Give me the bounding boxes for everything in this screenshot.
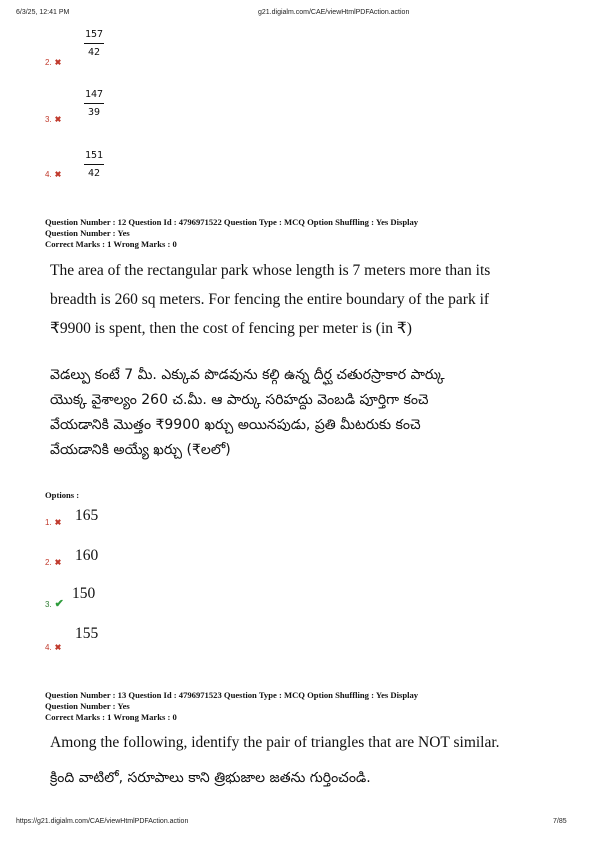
question-text-line: యొక్క వైశాల్యం 260 చ.మీ. ఆ పార్కు సరిహద్దు వెంబడి పూర్తిగా కంచె <box>50 392 429 408</box>
question-text-line: The area of the rectangular park whose length is 7 meters more than its <box>50 262 491 279</box>
option-number: 3. ✔ <box>45 598 64 610</box>
question-text-line: వేయడానికి అయ్యే ఖర్చు (₹లలో) <box>50 442 231 458</box>
question-13-meta <box>45 690 418 723</box>
fraction-option-2 <box>84 29 104 59</box>
question-text-line: ₹9900 is spent, then the cost of fencing per meter is (in ₹) <box>50 320 412 337</box>
option-value: 165 <box>75 507 99 524</box>
option-value: 150 <box>72 585 96 602</box>
numerator: 147 <box>84 89 104 100</box>
fraction-bar <box>84 103 104 104</box>
question-text-line: వేయడానికి మొత్తం ₹9900 ఖర్చు అయినపుడు, ప్రతి మీటరుకు కంచె <box>50 417 421 433</box>
options-label: Options : <box>45 490 80 500</box>
print-url: g21.digialm.com/CAE/viewHtmlPDFAction.action <box>258 9 410 16</box>
option-number: 2. ✖ <box>45 58 62 67</box>
question-13-english <box>50 728 550 757</box>
option-number: 4. ✖ <box>45 170 62 179</box>
fraction-option-3 <box>84 89 104 119</box>
meta-line: Question Number : Yes <box>45 228 130 238</box>
question-text-line: breadth is 260 sq meters. For fencing the entire boundary of the park if <box>50 291 490 308</box>
wrong-icon: ✖ <box>54 170 62 179</box>
check-icon: ✔ <box>54 598 64 610</box>
meta-line: Question Number : 12 Question Id : 4796971522 Question Type : MCQ Option Shuffling : Yes Display <box>45 217 419 227</box>
page-number: 7/85 <box>553 818 567 825</box>
denominator: 39 <box>87 107 101 118</box>
meta-line: Correct Marks : 1 Wrong Marks : 0 <box>45 239 177 249</box>
numerator: 151 <box>84 150 104 161</box>
meta-line: Question Number : Yes <box>45 701 130 711</box>
option-number: 4. ✖ <box>45 643 62 652</box>
option-number: 2. ✖ <box>45 558 62 567</box>
fraction-bar <box>84 164 104 165</box>
question-text-line: Among the following, identify the pair of triangles that are NOT similar. <box>50 734 500 751</box>
question-13-telugu <box>50 766 550 791</box>
denominator: 42 <box>87 47 101 58</box>
footer-url: https://g21.digialm.com/CAE/viewHtmlPDFAction.action <box>16 818 189 825</box>
numerator: 157 <box>84 29 104 40</box>
option-number: 1. ✖ <box>45 518 62 527</box>
meta-line: Question Number : 13 Question Id : 4796971523 Question Type : MCQ Option Shuffling : Yes Display <box>45 690 419 700</box>
wrong-icon: ✖ <box>54 518 62 527</box>
wrong-icon: ✖ <box>54 58 62 67</box>
question-text-line: వెడల్పు కంటే 7 మీ. ఎక్కువ పొడవును కల్గి ఉన్న దీర్ఘ చతురస్రాకార పార్కు <box>50 367 445 383</box>
wrong-icon: ✖ <box>54 643 62 652</box>
option-value: 155 <box>75 625 99 642</box>
fraction-bar <box>84 43 104 44</box>
denominator: 42 <box>87 168 101 179</box>
meta-line: Correct Marks : 1 Wrong Marks : 0 <box>45 712 177 722</box>
question-text-line: క్రింది వాటిలో, సరూపాలు కాని త్రిభుజాల జతను గుర్తించండి. <box>50 770 371 786</box>
print-datetime: 6/3/25, 12:41 PM <box>16 9 70 16</box>
fraction-option-4 <box>84 150 104 180</box>
option-number: 3. ✖ <box>45 115 62 124</box>
wrong-icon: ✖ <box>54 558 62 567</box>
wrong-icon: ✖ <box>54 115 62 124</box>
option-value: 160 <box>75 547 99 564</box>
question-12-telugu <box>50 363 550 463</box>
question-12-meta <box>45 217 418 250</box>
question-12-english <box>50 256 550 343</box>
